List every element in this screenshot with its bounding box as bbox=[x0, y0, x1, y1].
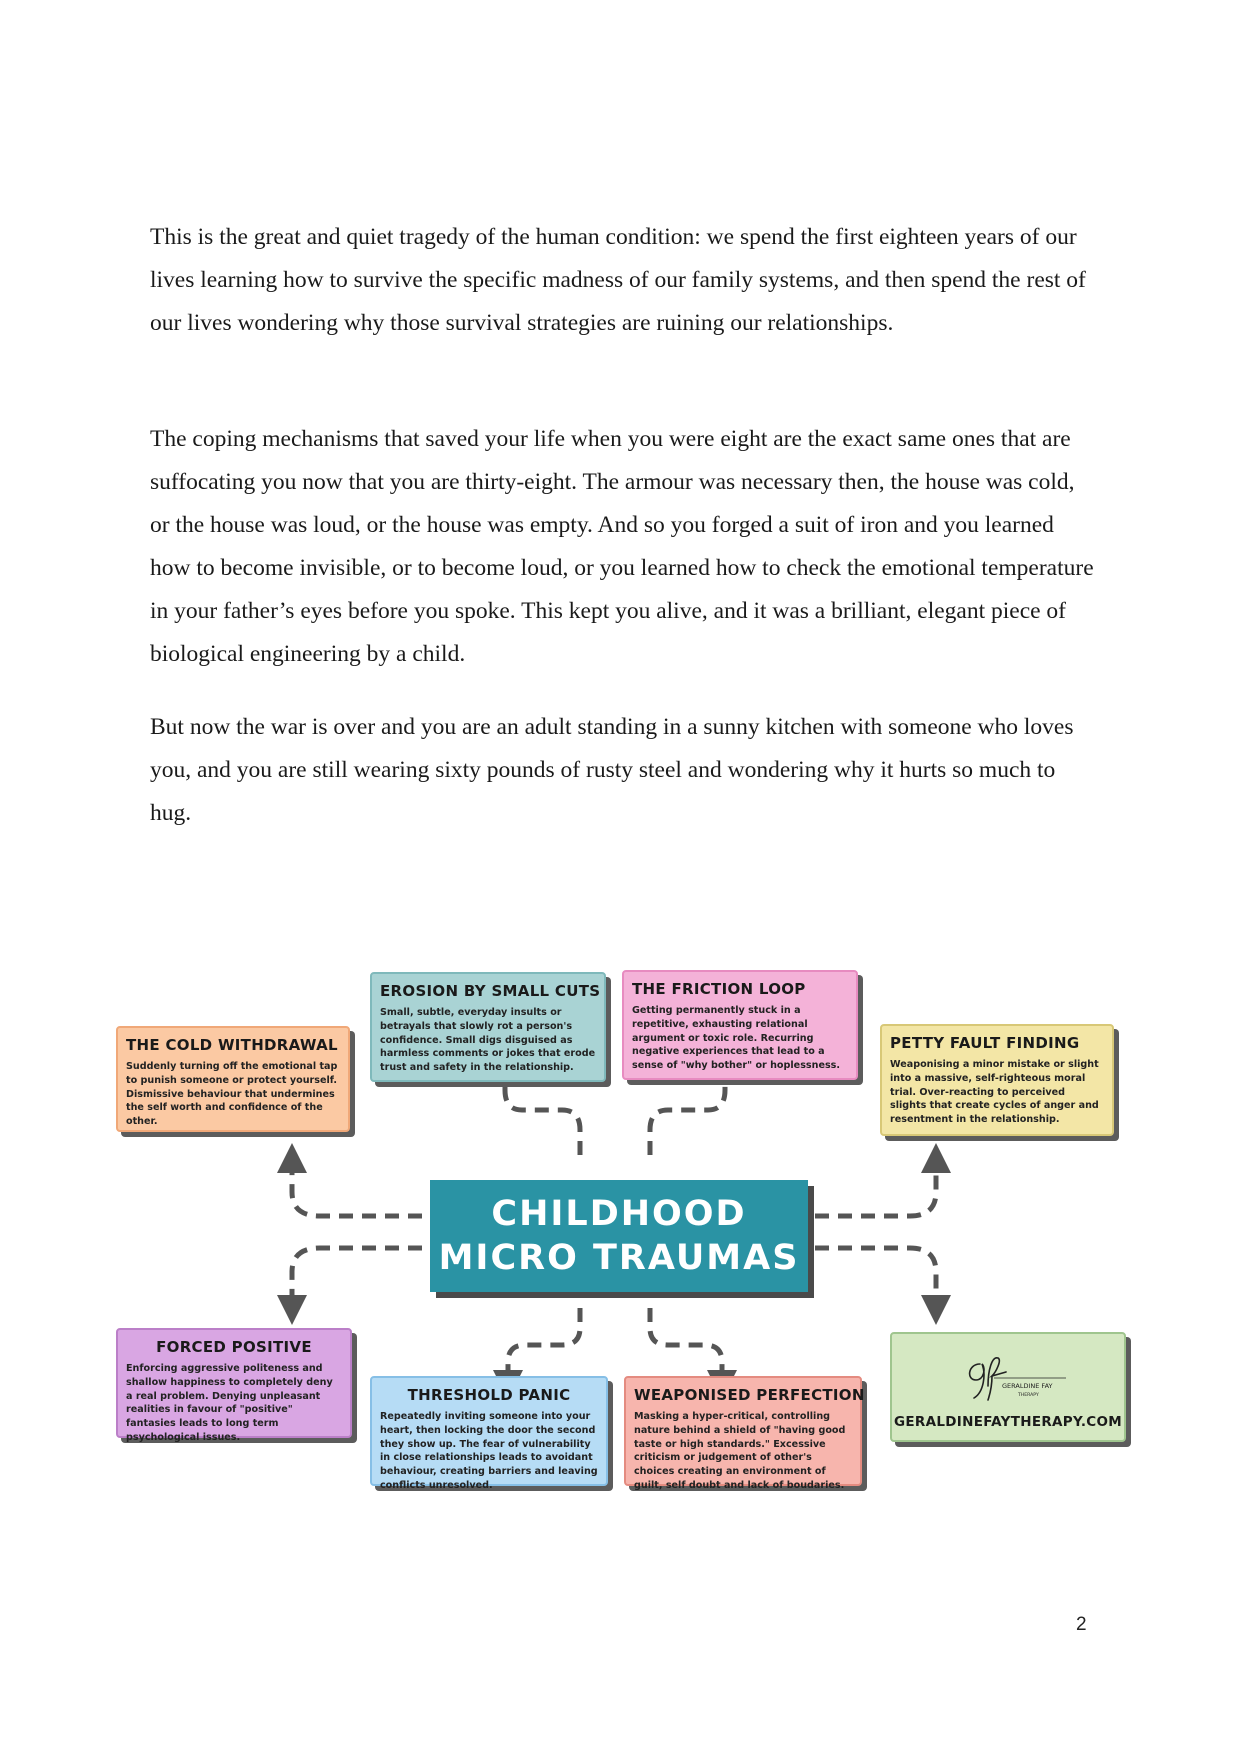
logo-url: GERALDINEFAYTHERAPY.COM bbox=[894, 1414, 1122, 1430]
geraldine-fay-logo-icon bbox=[962, 1350, 1072, 1404]
logo-brand-line-1: GERALDINE FAY bbox=[1002, 1382, 1053, 1390]
arrow-to-petty bbox=[815, 1158, 936, 1216]
card-friction-loop bbox=[622, 970, 858, 1080]
page-number: 2 bbox=[1076, 1614, 1087, 1635]
center-title-line-2: MICRO TRAUMAS bbox=[438, 1238, 800, 1278]
paragraph-2: The coping mechanisms that saved your life when you were eight are the exact same ones that are suffocating you now that you are thirty-eight. The armour was necessary then, the house was cold, or the house was loud, or the house was empty. And so you forged a suit of iron and you learned how to become invisible, or to become loud, or you learned how to check the emotional temperature in your father’s eyes before you spoke. This kept you alive, and it was a brilliant, elegant piece of biological engineering by a child. bbox=[150, 426, 1094, 667]
card-erosion bbox=[370, 972, 606, 1082]
card-title: THE FRICTION LOOP bbox=[632, 980, 806, 998]
center-title-box bbox=[430, 1180, 808, 1292]
paragraph-1: This is the great and quiet tragedy of the human condition: we spend the first eighteen years of our lives learning how to survive the specific madness of our family systems, and then spend the rest of our lives wondering why those survival strategies are ruining our relationships. bbox=[150, 224, 1086, 336]
card-text: Weaponising a minor mistake or slight into a massive, self-righteous moral trial. Over-reacting to perceived slights that create cycles of anger and resentment in the relationship. bbox=[890, 1059, 1099, 1126]
card-title: PETTY FAULT FINDING bbox=[890, 1034, 1080, 1052]
arrow-to-forced bbox=[292, 1248, 422, 1310]
card-text: Small, subtle, everyday insults or betrayals that slowly rot a person's confidence. Small digs disguised as harmless comments or jokes that erode trust and safety in the relationship. bbox=[380, 1007, 596, 1074]
card-text: Masking a hyper-critical, controlling nature behind a shield of "having good taste or high standards." Excessive criticism or judgement of other's choices creating an environment of guilt, self doubt and lack of boudaries. bbox=[634, 1411, 846, 1491]
micro-traumas-diagram bbox=[110, 960, 1140, 1520]
arrow-to-threshold bbox=[508, 1308, 580, 1385]
card-text: Repeatedly inviting someone into your heart, then locking the door the second they show up. The fear of vulnerability in close relationships leads to avoidant behaviour, creating barriers and leaving conflicts unresolved. bbox=[380, 1411, 598, 1491]
card-threshold-panic bbox=[370, 1376, 608, 1491]
card-text: Getting permanently stuck in a repetitive, exhausting relational argument or toxic role. Recurring negative experiences that lead to a sense of "why bother" or hoplessness. bbox=[632, 1005, 841, 1072]
card-forced-positive bbox=[116, 1328, 352, 1443]
card-cold-withdrawal bbox=[116, 1026, 350, 1132]
card-title: FORCED POSITIVE bbox=[156, 1338, 312, 1356]
card-text: Enforcing aggressive politeness and shallow happiness to completely deny a real problem. Denying unpleasant realities in favour of "positive" fantasies leads to long term psychological issues. bbox=[126, 1363, 333, 1443]
card-title: THE COLD WITHDRAWAL bbox=[126, 1036, 338, 1054]
card-petty-fault bbox=[880, 1024, 1114, 1136]
logo-card bbox=[890, 1332, 1126, 1442]
arrow-to-cold bbox=[292, 1158, 422, 1216]
card-title: WEAPONISED PERFECTION bbox=[634, 1386, 865, 1404]
card-title: EROSION BY SMALL CUTS bbox=[380, 982, 601, 1000]
paragraph-3: But now the war is over and you are an adult standing in a sunny kitchen with someone who loves you, and you are still wearing sixty pounds of rusty steel and wondering why it hurts so much to hug. bbox=[150, 714, 1074, 826]
arrow-to-logo bbox=[815, 1248, 936, 1310]
logo-brand-line-2: THERAPY bbox=[1018, 1393, 1039, 1398]
card-text: Suddenly turning off the emotional tap to punish someone or protect yourself. Dismissive behaviour that undermines the self worth and confidence of the other. bbox=[126, 1061, 338, 1128]
center-title-line-1: CHILDHOOD bbox=[491, 1194, 747, 1234]
arrow-to-weaponised bbox=[650, 1308, 722, 1385]
card-weaponised-perfection bbox=[624, 1376, 865, 1491]
card-title: THRESHOLD PANIC bbox=[407, 1386, 571, 1404]
